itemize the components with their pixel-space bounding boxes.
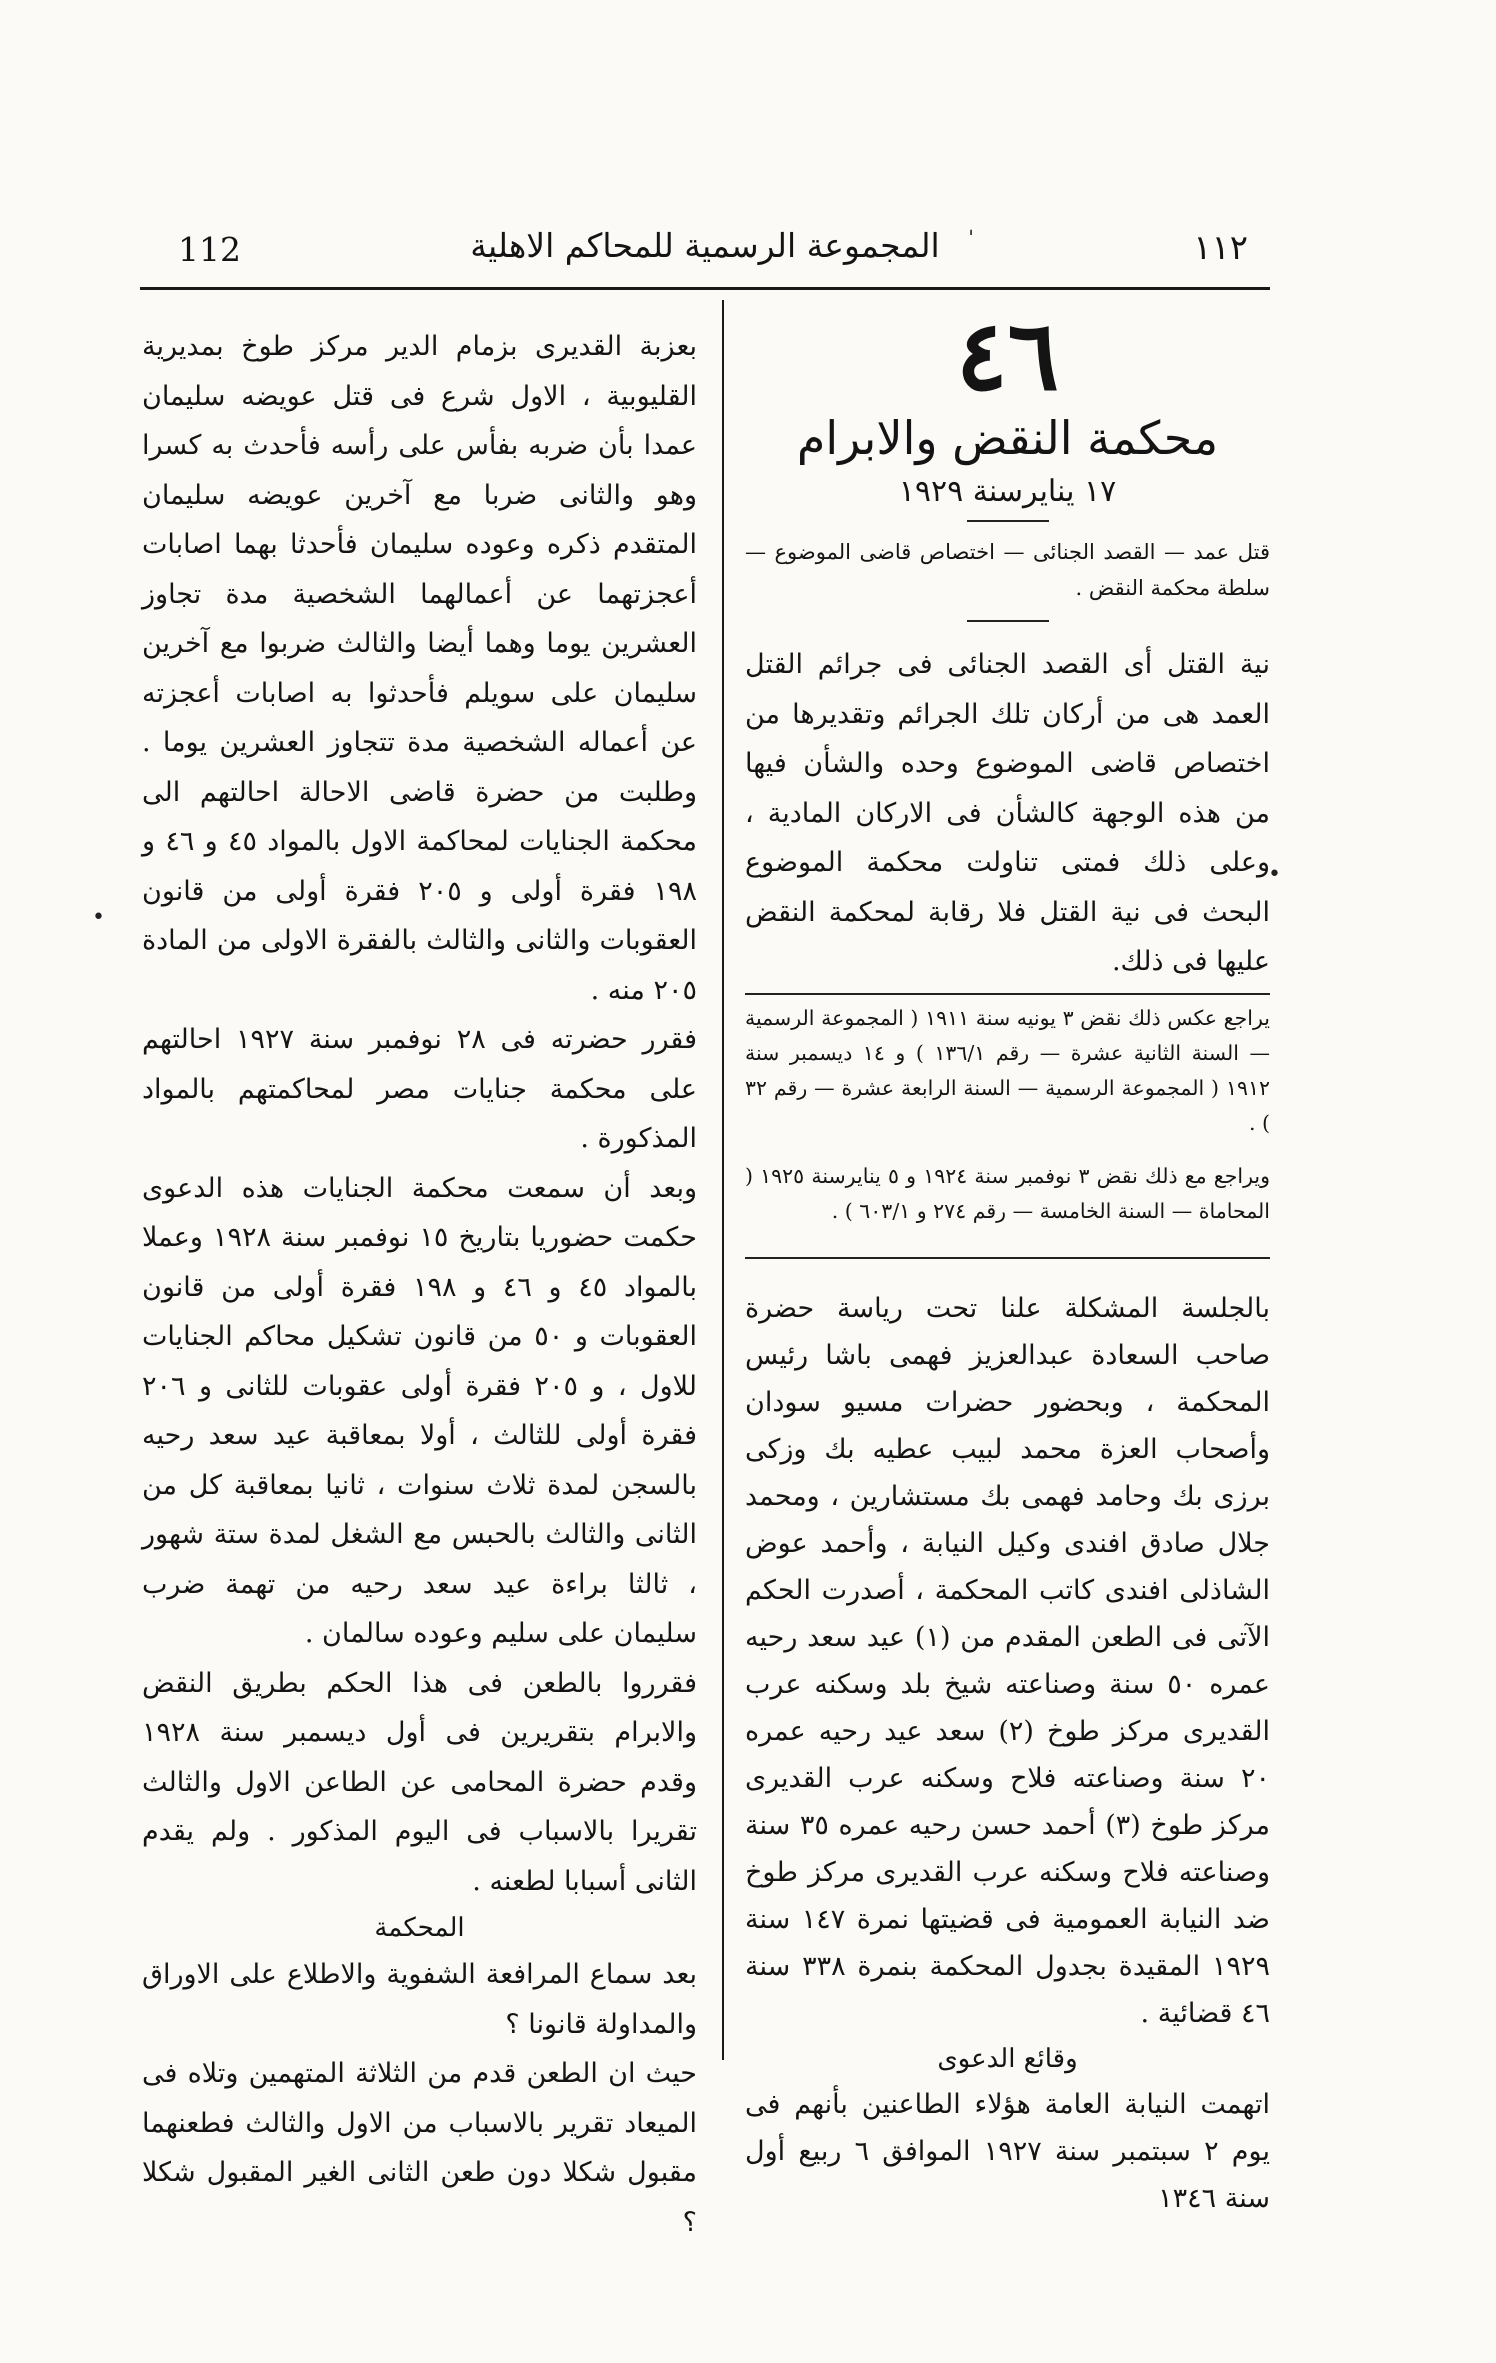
page-number-latin: 112 bbox=[178, 230, 241, 269]
ruling-paragraph: حيث ان الطعن قدم من الثلاثة المتهمين وتلاه فى الميعاد تقرير بالاسباب من الاول والثالث فطعنهما مقبول شكلا دون طعن الثانى الغير المقبول شكلا ؟ bbox=[142, 2058, 697, 2238]
appeal-paragraph: فقرروا بالطعن فى هذا الحكم بطريق النقض والابرام بتقريرين فى أول ديسمبر سنة ١٩٢٨ وقدم حضرة المحامى عن الطاعن الاول والثالث تقريرا بالاسباب فى اليوم المذكور . ولم يقدم الثانى أسبابا لطعنه . bbox=[142, 1667, 697, 1897]
page-number-arabic: ١١٢ bbox=[1193, 228, 1248, 268]
footnote-1: يراجع عكس ذلك نقض ٣ يونيه سنة ١٩١١ ( المجموعة الرسمية — السنة الثانية عشرة — رقم ١٣٦/١ ) و ١٤ ديسمبر سنة ١٩١٢ ( المجموعة الرسمية — السنة الرابعة عشرة — رقم ٣٢ ) . bbox=[745, 1005, 1270, 1135]
running-title: المجموعة الرسمية للمحاكم الاهلية bbox=[470, 226, 940, 265]
referral-paragraph: فقرر حضرته فى ٢٨ نوفمبر سنة ١٩٢٧ احالتهم على محكمة جنايات مصر لمحاكمتهم بالمواد المذكورة . bbox=[142, 1024, 697, 1154]
indictment-paragraph: بعزبة القديرى بزمام الدير مركز طوخ بمديرية القليوبية ، الاول شرع فى قتل عويضه سليمان عمدا بأن ضربه بفأس على رأسه فأحدث به كسرا وهو والثانى ضربا مع آخرين عويضه سليمان المتقدم ذكره وعوده سليمان فأحدثا بهما اصابات أعجزتهما عن أعمالهما الشخصية مدة تجاوز العشرين يوما وهما أيضا والثالث ضربوا مع آخرين سليمان على سويلم فأحدثوا به اصابات أعجزته عن أعماله الشخصية مدة تتجاوز العشرين يوما . وطلبت من حضرة قاضى الاحالة احالتهم الى محكمة الجنايات لمحاكمة الاول بالمواد ٤٥ و ٤٦ و ١٩٨ فقرة أولى و ٢٠٥ فقرة أولى من قانون العقوبات والثانى والثالث بالفقرة الاولى من المادة ٢٠٥ منه . bbox=[142, 331, 697, 1006]
case-number: ٤٦ bbox=[955, 299, 1060, 412]
footnote-2: ويراجع مع ذلك نقض ٣ نوفمبر سنة ١٩٢٤ و ٥ ينايرسنة ١٩٢٥ ( المحاماة — السنة الخامسة — رقم ٢٧٤ و ٦٠٣/١ ) . bbox=[745, 1163, 1270, 1223]
margin-tick: ˈ bbox=[968, 228, 975, 253]
court-heading: المحكمة bbox=[374, 1913, 465, 1943]
keywords-rule bbox=[967, 620, 1049, 622]
facts-paragraph: اتهمت النيابة العامة هؤلاء الطاعنين بأنهم فى يوم ٢ سبتمبر سنة ١٩٢٧ الموافق ٦ ربيع أول سنة ١٣٤٦ bbox=[745, 2088, 1270, 2214]
column-divider bbox=[722, 300, 724, 2060]
header-rule bbox=[140, 287, 1270, 290]
facts-heading: وقائع الدعوى bbox=[937, 2043, 1078, 2074]
case-date: ١٧ ينايرسنة ١٩٢٩ bbox=[898, 474, 1117, 509]
section-rule bbox=[745, 1257, 1270, 1259]
page-header bbox=[140, 222, 1270, 282]
left-column bbox=[142, 322, 697, 2247]
footnote-rule bbox=[745, 993, 1270, 995]
legal-principle: نية القتل أى القصد الجنائى فى جرائم القتل العمد هى من أركان تلك الجرائم وتقديرها من اختصاص قاضى الموضوع وحده والشأن فيها من هذه الوجهة كالشأن فى الاركان المادية ، وعلى ذلك فمتى تناولت محكمة الموضوع البحث فى نية القتل فلا رقابة لمحكمة النقض عليها فى ذلك. bbox=[745, 649, 1270, 977]
margin-dot: • bbox=[92, 905, 105, 930]
margin-dot: • bbox=[1268, 862, 1281, 887]
court-name: محكمة النقض والابرام bbox=[796, 411, 1219, 465]
deliberation-paragraph: بعد سماع المرافعة الشفوية والاطلاع على الاوراق والمداولة قانونا ؟ bbox=[142, 1959, 697, 2040]
judgment-paragraph: وبعد أن سمعت محكمة الجنايات هذه الدعوى حكمت حضوريا بتاريخ ١٥ نوفمبر سنة ١٩٢٨ وعملا بالمواد ٤٥ و ٤٦ و ١٩٨ فقرة أولى من قانون العقوبات و ٥٠ من قانون تشكيل محاكم الجنايات للاول ، و ٢٠٥ فقرة أولى عقوبات للثانى و ٢٠٦ فقرة أولى للثالث ، أولا بمعاقبة عيد سعد رحيه بالسجن لمدة ثلاث سنوات ، ثانيا بمعاقبة كل من الثانى والثالث بالحبس مع الشغل لمدة ستة شهور ، ثالثا براءة عيد سعد رحيه من تهمة ضرب سليمان على سليم وعوده سالمان . bbox=[142, 1172, 697, 1649]
date-underline bbox=[967, 520, 1049, 522]
session-paragraph: بالجلسة المشكلة علنا تحت رياسة حضرة صاحب السعادة عبدالعزيز فهمى باشا رئيس المحكمة ، وبحضور حضرات مسيو سودان وأصحاب العزة محمد لبيب عطيه بك وزكى برزى بك وحامد فهمى بك مستشارين ، ومحمد جلال صادق افندى وكيل النيابة ، وأحمد عوض الشاذلى افندى كاتب المحكمة ، أصدرت الحكم الآتى فى الطعن المقدم من (١) عيد سعد رحيه عمره ٥٠ سنة وصناعته شيخ بلد وسكنه عرب القديرى مركز طوخ (٢) سعد عيد رحيه عمره ٢٠ سنة وصناعته فلاح وسكنه عرب القديرى مركز طوخ (٣) أحمد حسن رحيه عمره ٣٥ سنة وصناعته فلاح وسكنه عرب القديرى مركز طوخ ضد النيابة العمومية فى قضيتها نمرة ١٤٧ سنة ١٩٢٩ المقيدة بجدول المحكمة بنمرة ٣٣٨ سنة ٤٦ قضائية . bbox=[745, 1292, 1270, 2029]
right-column bbox=[745, 300, 1270, 2222]
case-keywords: قتل عمد — القصد الجنائى — اختصاص قاضى الموضوع — سلطة محكمة النقض . bbox=[745, 540, 1270, 600]
